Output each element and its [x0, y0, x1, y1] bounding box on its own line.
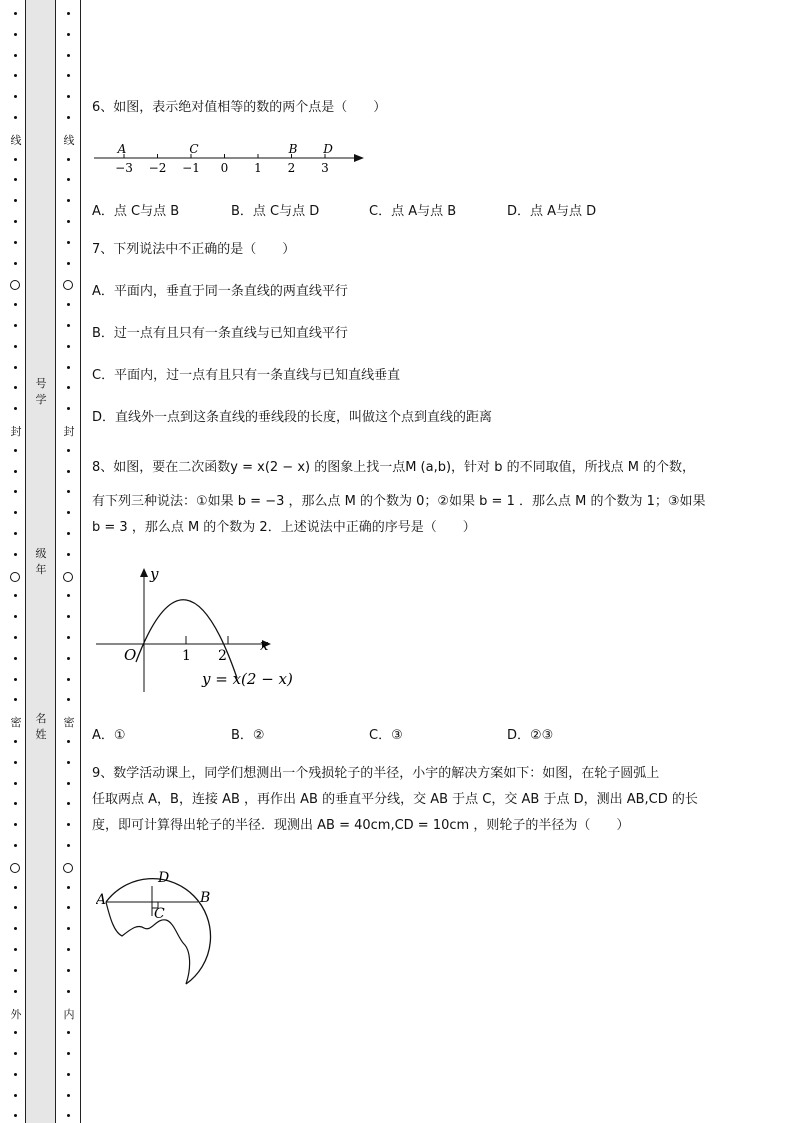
broken-edge: [106, 902, 190, 984]
point-label-b: B: [200, 890, 211, 906]
number-line-tick-label: 1: [254, 161, 262, 175]
binding-dot: [14, 407, 17, 410]
q9-wheel-figure: [96, 866, 226, 992]
x-axis-label: x: [260, 636, 269, 654]
binding-dot: [14, 220, 17, 223]
binding-dot: [14, 906, 17, 909]
number-line-tick-label: 0: [220, 161, 229, 175]
binding-dot: [14, 178, 17, 181]
point-label-a: A: [117, 142, 127, 156]
q8-line-3: b = 3 ，那么点 M 的个数为 2．上述说法中正确的序号是（ ）: [92, 520, 476, 535]
q9-line-3: 度，即可计算得出轮子的半径．现测出 AB = 40cm,CD = 10cm ，则轮子的半径为（ ）: [92, 818, 630, 833]
binding-dot: [14, 345, 17, 348]
binding-dot: [14, 490, 17, 493]
binding-dot: [67, 449, 70, 452]
binding-dot: [67, 262, 70, 265]
mark-outside: 外: [7, 1006, 25, 1022]
binding-dots-inner: [59, 0, 79, 1123]
binding-dot: [67, 782, 70, 785]
binding-dot: [67, 1114, 70, 1117]
x-tick-label-2: 2: [218, 648, 227, 664]
binding-dot: [67, 886, 70, 889]
binding-dot: [67, 407, 70, 410]
y-axis-arrow-icon: [140, 568, 148, 577]
wheel-arc: [106, 879, 211, 984]
binding-dot: [14, 116, 17, 119]
binding-dot: [14, 262, 17, 265]
binding-dot: [67, 636, 70, 639]
binding-dot: [14, 1031, 17, 1034]
binding-dot: [14, 553, 17, 556]
binding-dot: [14, 241, 17, 244]
binding-dot: [67, 95, 70, 98]
number-line-tick-label: −3: [115, 161, 133, 175]
number-line-tick-label: −2: [148, 161, 167, 175]
binding-dot: [67, 969, 70, 972]
binding-dot: [67, 657, 70, 660]
q6-option-b: B．点 C与点 D: [231, 204, 320, 219]
binding-dot: [67, 470, 70, 473]
binding-dot: [67, 906, 70, 909]
point-label-c: C: [154, 906, 165, 922]
binding-dot: [67, 220, 70, 223]
binding-dot: [67, 241, 70, 244]
binding-dot: [14, 615, 17, 618]
binding-dot: [14, 199, 17, 202]
binding-dot: [14, 158, 17, 161]
field-name: 名姓: [35, 712, 47, 741]
binding-dot: [14, 698, 17, 701]
binding-dot: [14, 802, 17, 805]
binding-dot: [14, 74, 17, 77]
q7-stem: 7、下列说法中不正确的是（ ）: [92, 242, 296, 257]
binding-dots-outer: [6, 0, 26, 1123]
binding-dot: [14, 823, 17, 826]
point-label-b: B: [288, 142, 298, 156]
mark-secret-inner: 密: [60, 714, 78, 730]
binding-dot: [67, 990, 70, 993]
binding-dot: [67, 12, 70, 15]
binding-dot: [67, 366, 70, 369]
y-axis-label: y: [150, 565, 159, 583]
binding-border-middle: [55, 0, 56, 1123]
binding-dot: [67, 511, 70, 514]
binding-dot: [67, 802, 70, 805]
binding-dot: [14, 12, 17, 15]
binding-dot: [14, 782, 17, 785]
point-label-d: D: [323, 142, 333, 156]
binding-dot: [67, 615, 70, 618]
binding-dot: [14, 657, 17, 660]
binding-dot: [14, 532, 17, 535]
origin-label: O: [124, 646, 137, 664]
binding-dot: [14, 1114, 17, 1117]
binding-dot: [14, 927, 17, 930]
binding-circle: [10, 572, 20, 582]
binding-dot: [67, 490, 70, 493]
binding-dot: [67, 844, 70, 847]
binding-dot: [67, 594, 70, 597]
q8-option-a: A．①: [92, 728, 126, 743]
binding-dot: [14, 844, 17, 847]
q7-option-d: D．直线外一点到这条直线的垂线段的长度，叫做这个点到直线的距离: [92, 410, 493, 425]
binding-dot: [14, 1073, 17, 1076]
point-label-c: C: [189, 142, 199, 156]
binding-dot: [14, 449, 17, 452]
binding-dot: [14, 594, 17, 597]
q6-option-d: D．点 A与点 D: [507, 204, 597, 219]
number-line-ticks: [115, 154, 329, 175]
field-student-number: 号学: [35, 377, 47, 406]
binding-dot: [67, 158, 70, 161]
binding-dot: [14, 470, 17, 473]
binding-dot: [67, 532, 70, 535]
mark-line-outer: 线: [7, 132, 25, 148]
q8-option-c: C．③: [369, 728, 403, 743]
binding-circle: [10, 280, 20, 290]
mark-line-inner: 线: [60, 132, 78, 148]
binding-dot: [14, 678, 17, 681]
binding-dot: [67, 948, 70, 951]
binding-circle: [63, 572, 73, 582]
q7-option-c: C．平面内，过一点有且只有一条直线与已知直线垂直: [92, 368, 401, 383]
binding-dot: [14, 33, 17, 36]
q8-line-1: 8、如图，要在二次函数y = x(2 − x) 的图象上找一点M (a,b)，针对 b 的不同取值，所找点 M 的个数，: [92, 460, 696, 475]
x-tick-label-1: 1: [182, 648, 191, 664]
number-line-tick-label: 3: [321, 161, 329, 175]
binding-dot: [14, 761, 17, 764]
field-grade: 级年: [35, 547, 47, 576]
binding-dot: [67, 199, 70, 202]
binding-circle: [63, 280, 73, 290]
binding-dot: [14, 95, 17, 98]
binding-dot: [67, 761, 70, 764]
number-line-tick-label: 2: [287, 161, 296, 175]
mark-seal-outer: 封: [7, 423, 25, 439]
q7-option-a: A．平面内，垂直于同一条直线的两直线平行: [92, 284, 348, 299]
binding-dot: [67, 1094, 70, 1097]
number-line-arrow-icon: [354, 154, 364, 162]
binding-dot: [67, 678, 70, 681]
binding-dot: [14, 324, 17, 327]
binding-dot: [14, 990, 17, 993]
q6-option-c: C．点 A与点 B: [369, 204, 457, 219]
number-line-tick-label: −1: [182, 161, 200, 175]
binding-dot: [14, 303, 17, 306]
binding-dot: [14, 511, 17, 514]
q8-parabola-figure: [94, 564, 294, 696]
q6-option-a: A．点 C与点 B: [92, 204, 180, 219]
binding-circle: [63, 863, 73, 873]
q8-option-d: D．②③: [507, 728, 554, 743]
q7-option-b: B．过一点有且只有一条直线与已知直线平行: [92, 326, 348, 341]
curve-label: y = x(2 − x): [202, 670, 293, 688]
q6-stem: 6、如图，表示绝对值相等的数的两个点是（ ）: [92, 100, 387, 115]
binding-dot: [14, 740, 17, 743]
binding-dot: [67, 345, 70, 348]
q8-line-2: 有下列三种说法：①如果 b = −3 ，那么点 M 的个数为 0；②如果 b = 1 ．那么点 M 的个数为 1；③如果: [92, 494, 706, 509]
mark-inside: 内: [60, 1006, 78, 1022]
binding-dot: [67, 324, 70, 327]
binding-dot: [14, 386, 17, 389]
point-label-a: A: [96, 892, 107, 908]
binding-dot: [14, 886, 17, 889]
binding-dot: [67, 698, 70, 701]
q9-line-2: 任取两点 A，B，连接 AB ，再作出 AB 的垂直平分线，交 AB 于点 C，交 AB 于点 D，测出 AB,CD 的长: [92, 792, 698, 807]
q6-number-line: [92, 138, 372, 178]
binding-dot: [67, 740, 70, 743]
binding-dot: [67, 116, 70, 119]
point-label-d: D: [158, 870, 170, 886]
binding-dot: [14, 1094, 17, 1097]
binding-border-right: [80, 0, 81, 1123]
q9-line-1: 9、数学活动课上，同学们想测出一个残损轮子的半径，小宇的解决方案如下：如图，在轮子圆弧上: [92, 766, 660, 781]
binding-dot: [67, 74, 70, 77]
binding-circle: [10, 863, 20, 873]
q8-option-b: B．②: [231, 728, 265, 743]
binding-dot: [67, 178, 70, 181]
binding-dot: [67, 1031, 70, 1034]
binding-dot: [14, 1052, 17, 1055]
binding-dot: [14, 948, 17, 951]
binding-dot: [67, 823, 70, 826]
binding-dot: [67, 303, 70, 306]
binding-dot: [67, 553, 70, 556]
binding-dot: [67, 386, 70, 389]
binding-dot: [67, 1052, 70, 1055]
binding-dot: [14, 366, 17, 369]
binding-dot: [14, 969, 17, 972]
binding-dot: [14, 636, 17, 639]
binding-dot: [14, 54, 17, 57]
binding-dot: [67, 33, 70, 36]
binding-dot: [67, 927, 70, 930]
mark-seal-inner: 封: [60, 423, 78, 439]
binding-dot: [67, 1073, 70, 1076]
binding-dot: [67, 54, 70, 57]
mark-secret-outer: 密: [7, 714, 25, 730]
